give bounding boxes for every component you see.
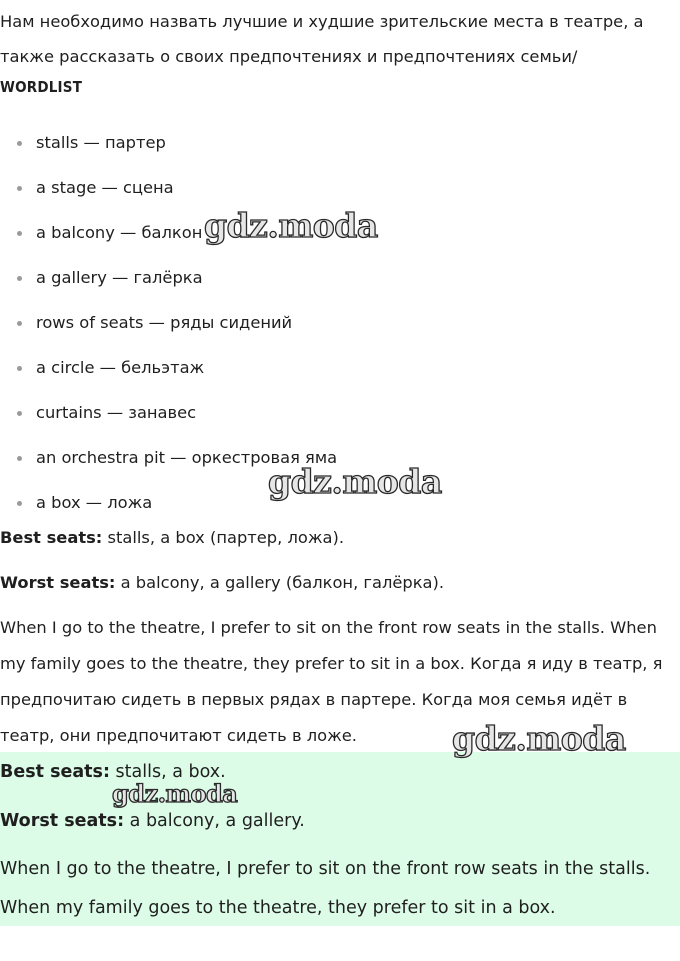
list-item-text: a box — ложа: [36, 493, 153, 512]
bullet-icon: [17, 276, 22, 281]
answer-worst-label: Worst seats:: [0, 811, 125, 831]
list-item-text: a balcony — балкон: [36, 223, 203, 242]
answer-box: [0, 752, 680, 926]
list-item: [0, 261, 337, 306]
list-item: [0, 171, 337, 216]
list-item: [0, 396, 337, 441]
list-item-text: a circle — бельэтаж: [36, 358, 205, 377]
answer-worst-text: a balcony, a gallery.: [124, 811, 305, 831]
watermark-logo: gdz.moda: [112, 779, 238, 808]
bullet-icon: [17, 501, 22, 506]
list-item-text: curtains — занавес: [36, 403, 197, 422]
best-seats-label: Best seats:: [0, 528, 103, 547]
list-item-text: stalls — партер: [36, 133, 166, 152]
watermark-logo: gdz.moda: [452, 719, 626, 758]
answer-best-text: stalls, a box.: [109, 762, 226, 782]
preference-paragraph: When I go to the theatre, I prefer to sit on the front row seats in the stalls. When my family goes to the theatre, they prefer to sit in a box. Когда я иду в театр, я предпочитаю сидеть в первых рядах в партере. Когда моя семья идёт в театр, они предпочитают сидеть в ложе.: [0, 618, 663, 745]
bullet-icon: [17, 366, 22, 371]
answer-worst-seats: [0, 809, 305, 833]
best-seats-text: stalls, a box (партер, ложа).: [102, 528, 345, 547]
list-item: [0, 126, 337, 171]
list-item-text: rows of seats — ряды сидений: [36, 313, 293, 332]
watermark-logo: gdz.moda: [268, 462, 442, 501]
list-item: [0, 351, 337, 396]
worst-seats-text: a balcony, a gallery (балкон, галёрка).: [115, 573, 445, 592]
intro-text: Нам необходимо назвать лучшие и худшие зрительские места в театре, а также рассказать о своих предпочтениях и предпочтениях семьи/: [0, 12, 644, 66]
worst-seats-label: Worst seats:: [0, 573, 116, 592]
bullet-icon: [17, 231, 22, 236]
list-item: [0, 306, 337, 351]
answer-best-label: Best seats:: [0, 762, 110, 782]
bullet-icon: [17, 456, 22, 461]
best-seats-line: [0, 520, 680, 556]
list-item-text: a stage — сцена: [36, 178, 174, 197]
watermark-logo: gdz.moda: [204, 206, 378, 245]
worst-seats-line: [0, 565, 680, 601]
answer-best-seats: [0, 760, 226, 784]
wordlist: [0, 126, 337, 531]
answer-line-1: When I go to the theatre, I prefer to sit on the front row seats in the stalls.: [0, 859, 651, 879]
bullet-icon: [17, 411, 22, 416]
list-item-text: an orchestra pit — оркестровая яма: [36, 448, 338, 467]
list-item-text: a gallery — галёрка: [36, 268, 203, 287]
list-item: [0, 441, 337, 486]
bullet-icon: [17, 141, 22, 146]
bullet-icon: [17, 321, 22, 326]
wordlist-heading: WORDLIST: [0, 78, 83, 96]
answer-line-2: When my family goes to the theatre, they prefer to sit in a box.: [0, 898, 556, 918]
bullet-icon: [17, 186, 22, 191]
list-item: [0, 216, 337, 261]
